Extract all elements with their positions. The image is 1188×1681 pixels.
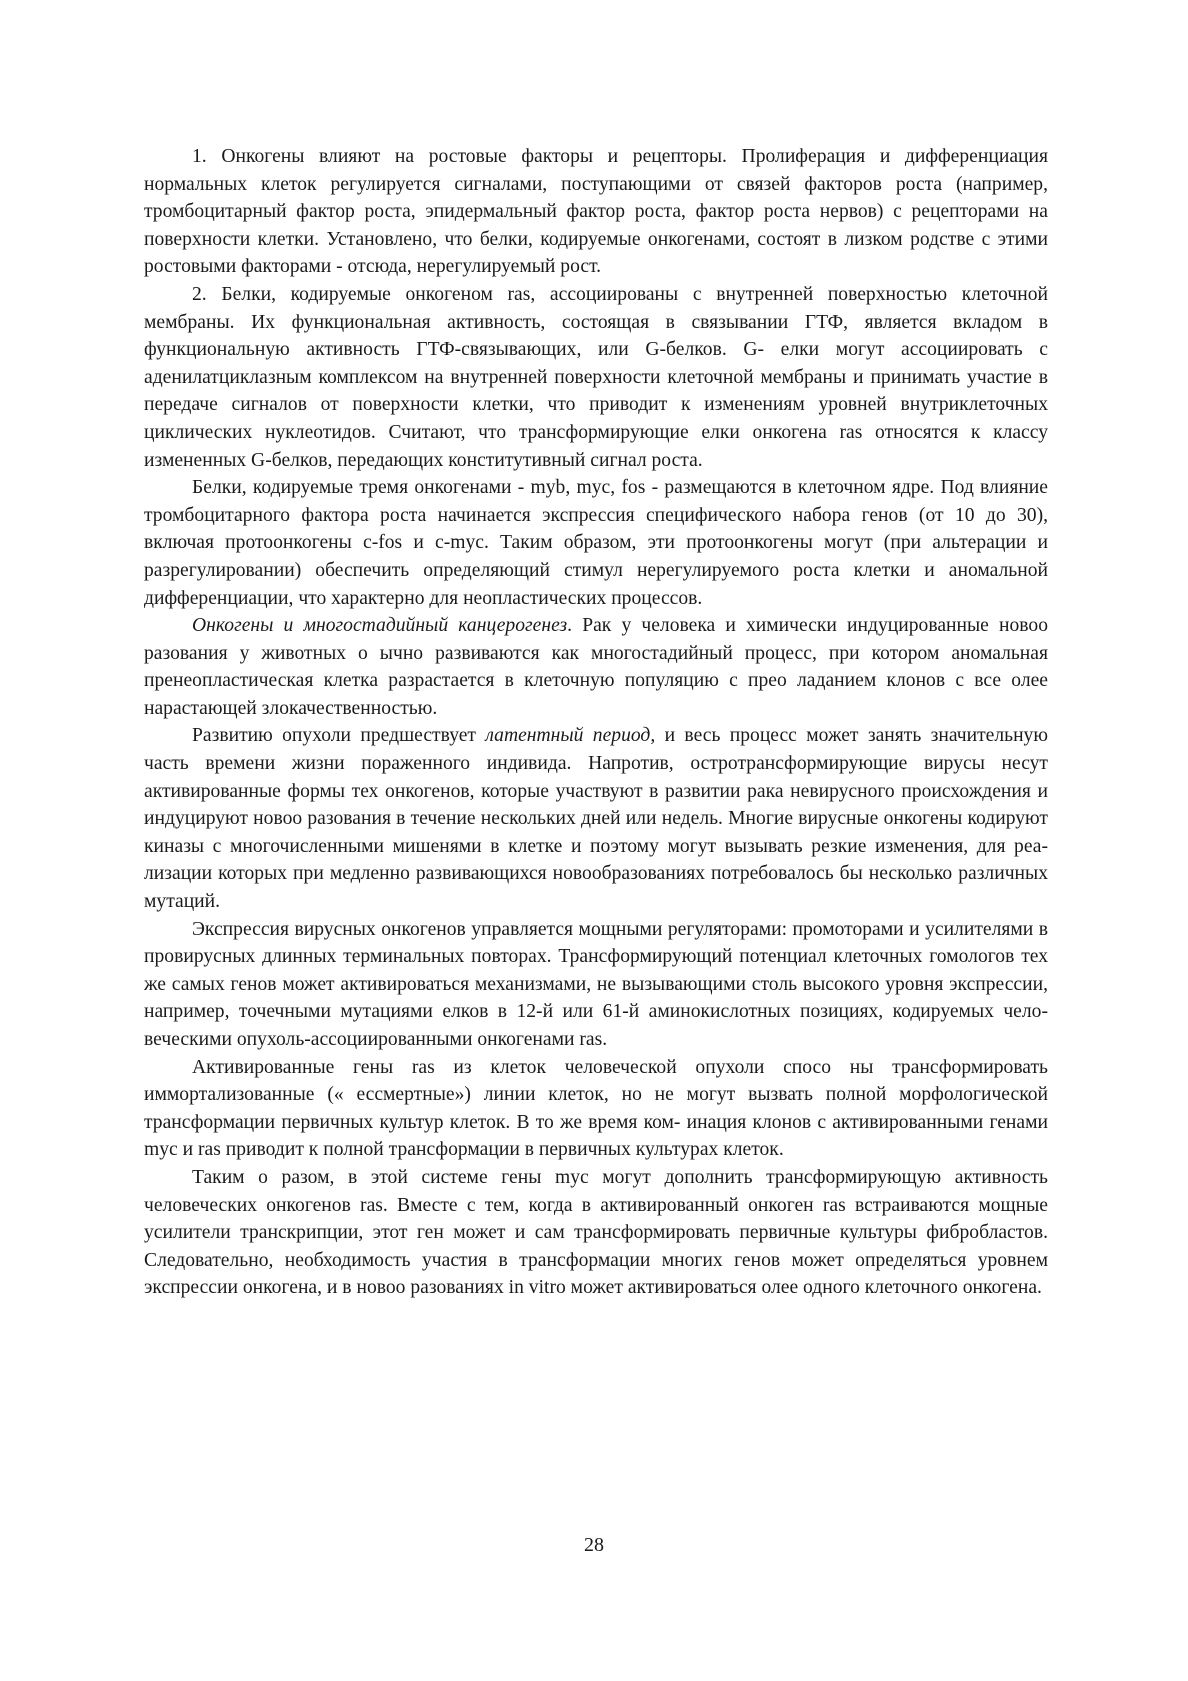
- paragraph-1: 1. Онкогены влияют на ростовые факторы и рецепторы. Пролиферация и дифференциация нормальных клеток регулируется сигналами, поступающими от связей факторов роста (например, тромбоцитарный фактор роста, эпидермальный фактор роста, фактор роста нервов) с рецепторами на поверхности клетки. Установлено, что белки, кодируемые онкогенами, состоят в лизком родстве с этими ростовыми факторами - отсюда, нерегулируемый рост.: [144, 146, 1048, 278]
- paragraph-5: Развитию опухоли предшествует латентный период, и весь процесс может занять значительную часть времени жизни пораженного индивида. Напротив, остротрансформирующие вирусы несут активированные формы тех онкогенов, которые участвуют в развитии рака невирусного происхождения и индуцируют новоо разования в течение нескольких дней или недель. Многие вирусные онкогены кодируют киназы с многочисленными мишенями в клетке и поэтому могут вызывать резкие изменения, для реализации которых при медленно развивающихся новообразованиях потребовалось бы несколько различных мутаций.: [144, 725, 1048, 913]
- italic-term: латентный период,: [485, 725, 656, 747]
- italic-heading: Онкогены и многостадийный канцерогенез: [192, 615, 568, 637]
- paragraph-8: Таким о разом, в этой системе гены myc могут дополнить трансформирующую активность человеческих онкогенов ras. Вместе с тем, когда в активированный онкоген ras встраиваются мощные усилители транскрипции, этот ген может и сам трансформировать первичные культуры фибробластов. Следовательно, необходимость участия в трансформации многих генов может определяться уровнем экспрессии онкогена, и в новоо разованиях in vitro может активироваться олее одного клеточного онкогена.: [144, 1166, 1048, 1299]
- paragraph-4: Онкогены и многостадийный канцерогенез. Рак у человека и химически индуцированные новоо разования у животных о ычно развиваются как многостадийный процесс, при котором аномальная пренеопластическая клетка разрастается в клеточную популяцию с прео ладанием клонов с все олее нарастающей злокачественностью.: [144, 615, 1048, 719]
- paragraph-3: Белки, кодируемые тремя онкогенами - myb, myc, fos - размещаются в клеточном ядре. Под влияние тромбоцитарного фактора роста начинается экспрессия специфического набора генов (от 10 до 30), включая протоонкогены c-fos и c-myc. Таким образом, эти протоонкогены могут (при альтерации и разрегулировании) обеспечить определяющий стимул нерегулируемого роста клетки и аномальной дифференциации, что характерно для неопластических процессов.: [144, 477, 1048, 609]
- paragraph-2: 2. Белки, кодируемые онкогеном ras, ассоциированы с внутренней поверхностью клеточной мембраны. Их функциональная активность, состоящая в связывании ГТФ, является вкладом в функциональную активность ГТФ-связывающих, или G-белков. G- елки могут ассоциировать с аденилатциклазным комплексом на внутренней поверхности клеточной мембраны и принимать участие в передаче сигналов от поверхности клетки, что приводит к изменениям уровней внутриклеточных циклических нуклеотидов. Считают, что трансформирующие елки онкогена ras относятся к классу измененных G-белков, передающих конститутивный сигнал роста.: [144, 283, 1048, 471]
- body-text: [144, 143, 1048, 1302]
- page-number: 28: [584, 1534, 604, 1556]
- paragraph-7: Активированные гены ras из клеток человеческой опухоли спосо ны трансформировать иммортализованные (« ессмертные») линии клеток, но не могут вызвать полной морфологической трансформации первичных культур клеток. В то же время ком- инация клонов с активированными генами myc и ras приводит к полной трансформации в первичных культурах клеток.: [144, 1056, 1048, 1161]
- paragraph-6: Экспрессия вирусных онкогенов управляется мощными регуляторами: промоторами и усилителями в провирусных длинных терминальных повторах. Трансформирующий потенциал клеточных гомологов тех же самых генов может активироваться механизмами, не вызывающими столь высокого уровня экспрессии, например, точечными мутациями елков в 12-й или 61-й аминокислотных позициях, кодируемых человеческими опухоль-ассоциированными онкогенами ras.: [144, 918, 1048, 1050]
